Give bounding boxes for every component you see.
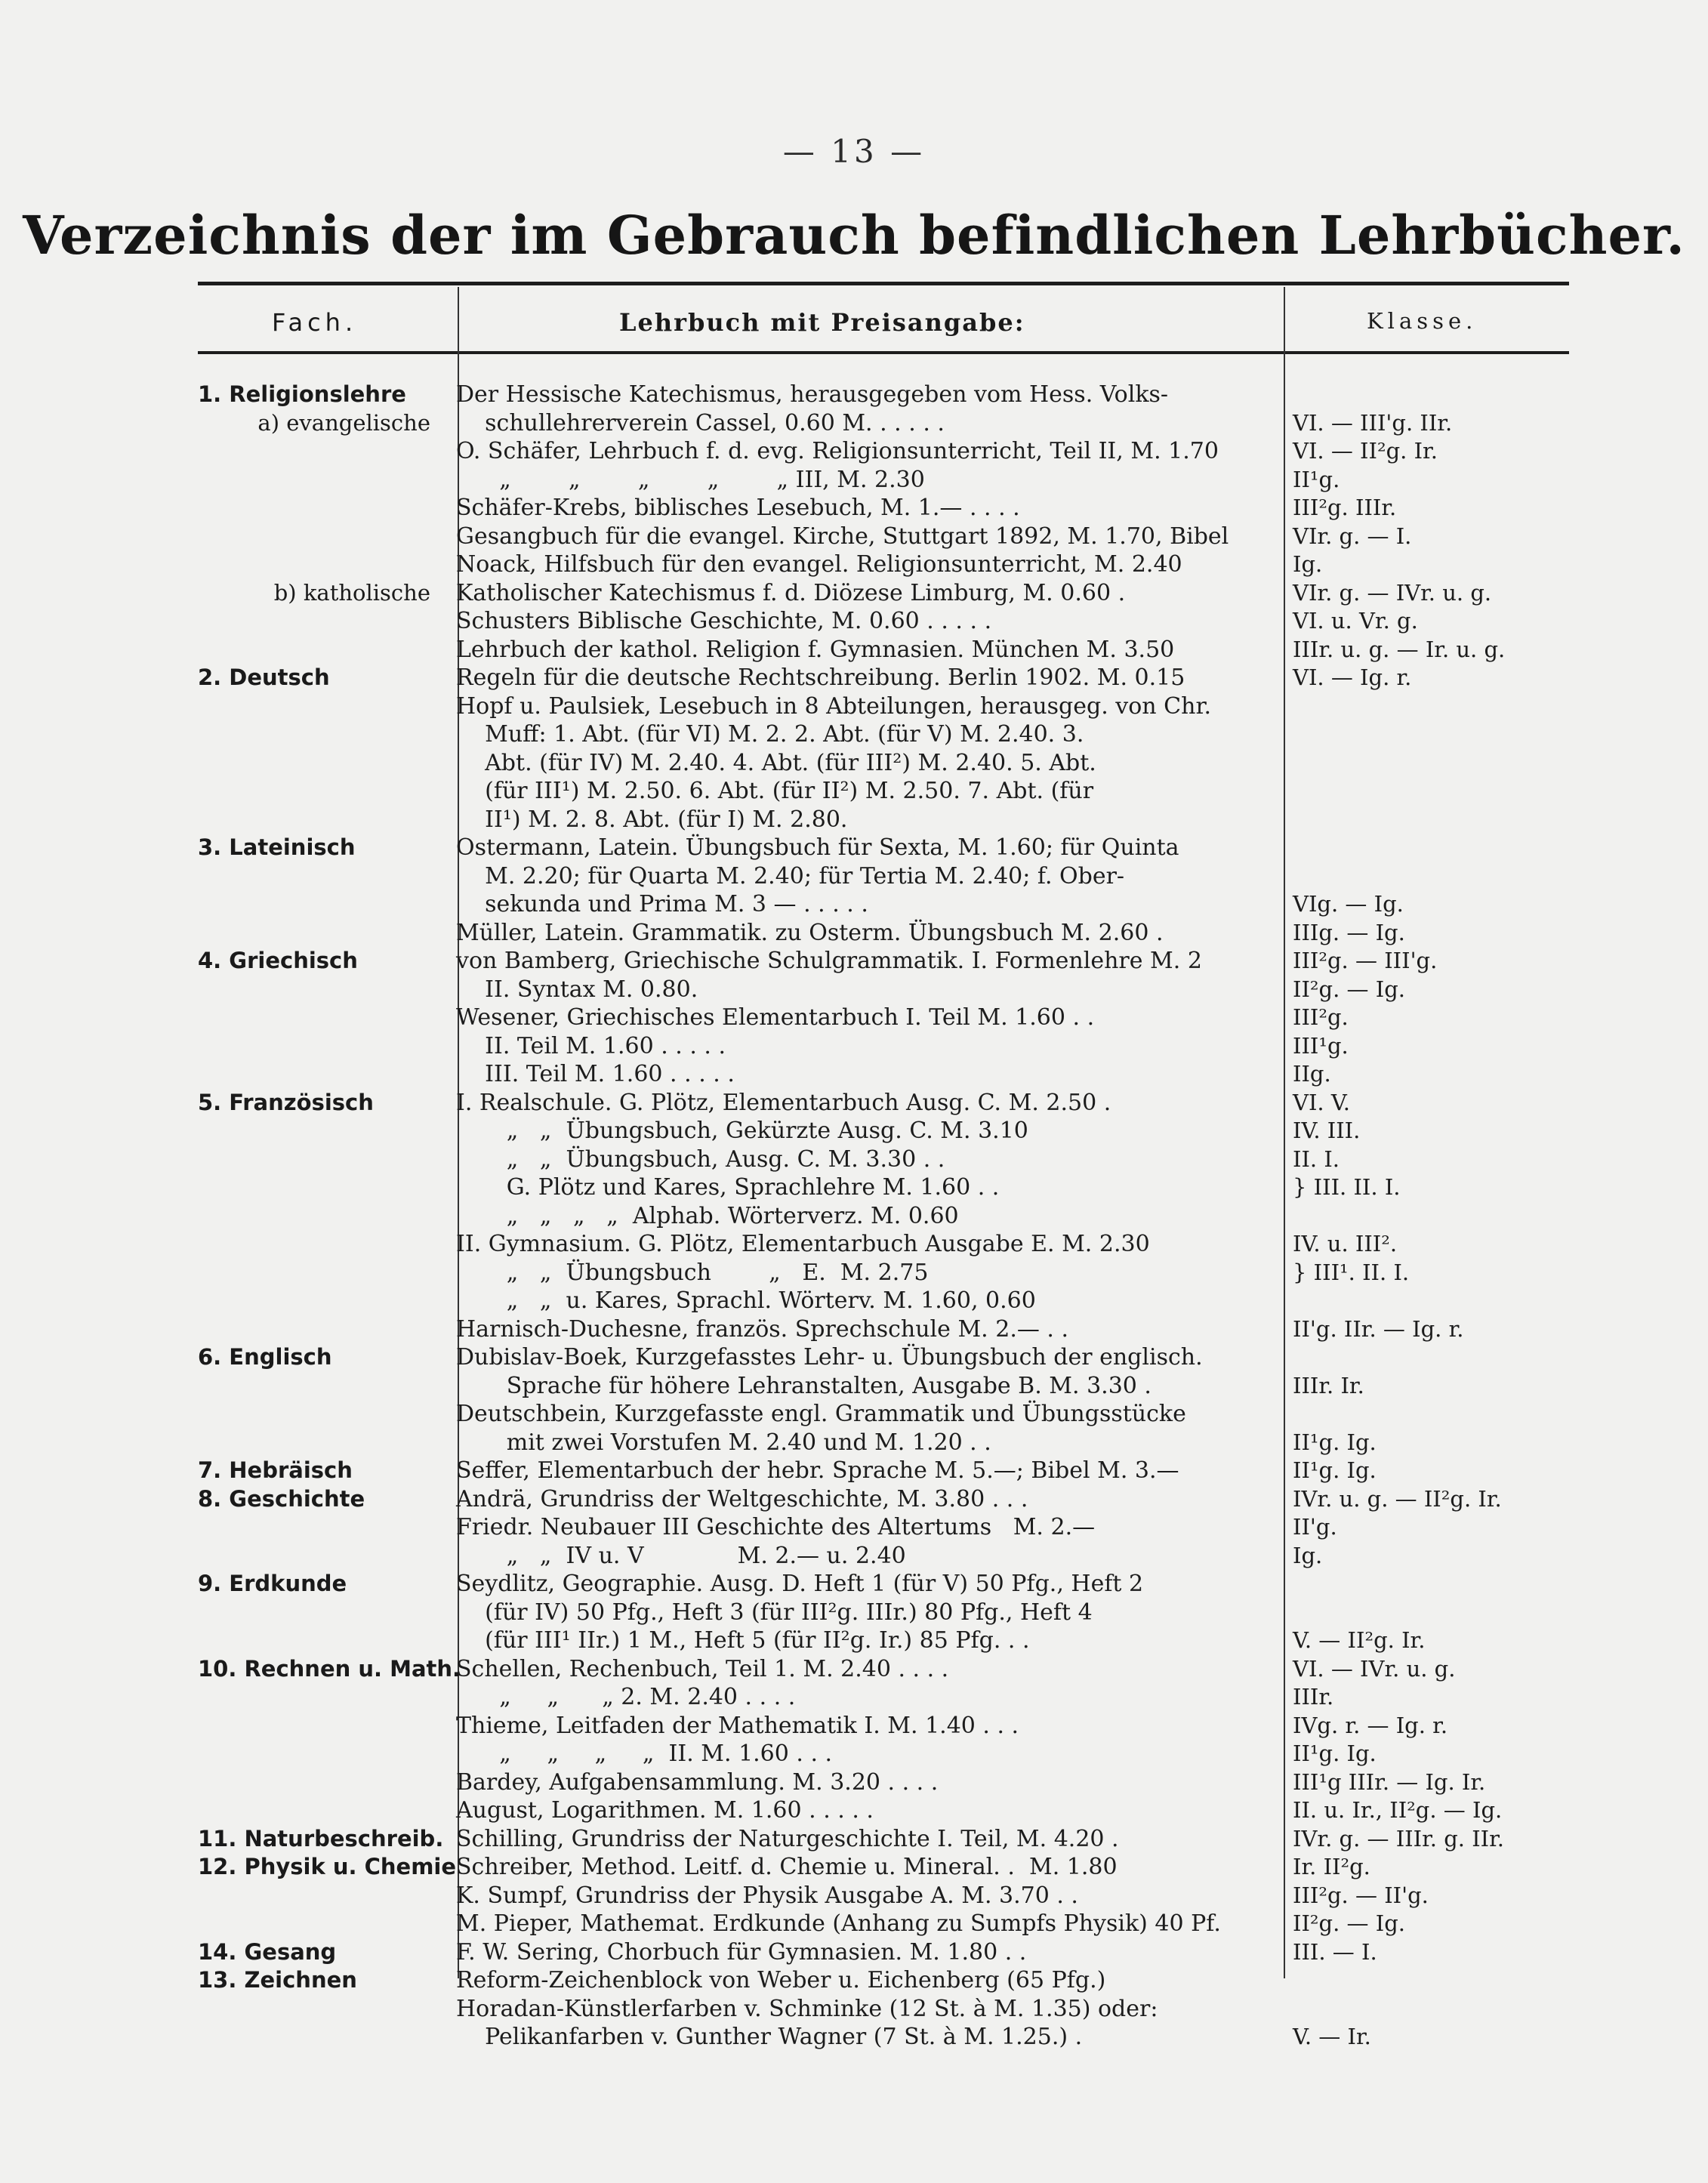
klasse-cell: II²g. — Ig. [1293, 976, 1405, 1002]
klasse-cell: VI. u. Vr. g. [1293, 608, 1418, 634]
textbook-cell: „ „ „ 2. M. 2.40 . . . . [456, 1684, 796, 1710]
textbook-cell: Regeln für die deutsche Rechtschreibung. Berlin 1902. M. 0.15 [456, 664, 1185, 691]
textbook-cell: Dubislav-Boek, Kurzgefasstes Lehr- u. Übungsbuch der englisch. [456, 1344, 1203, 1371]
textbook-cell: Seydlitz, Geographie. Ausg. D. Heft 1 (für V) 50 Pfg., Heft 2 [456, 1571, 1144, 1597]
table-row [0, 1882, 1708, 1910]
klasse-cell: IVr. u. g. — II²g. Ir. [1293, 1486, 1502, 1512]
klasse-cell: III²g. IIIr. [1293, 495, 1397, 520]
subject-cell: b) katholische [273, 580, 430, 606]
table-row [0, 1684, 1708, 1711]
header-bottom-rule [198, 351, 1569, 354]
textbook-cell: Lehrbuch der kathol. Religion f. Gymnasien. München M. 3.50 [456, 637, 1175, 663]
table-row [0, 1004, 1708, 1031]
table-row [0, 693, 1708, 720]
textbook-cell: II. Teil M. 1.60 . . . . . [456, 1033, 726, 1059]
klasse-cell: III²g. — II'g. [1293, 1882, 1429, 1908]
textbook-cell: Bardey, Aufgabensammlung. M. 3.20 . . . . [456, 1769, 939, 1796]
klasse-cell: III¹g IIIr. — Ig. Ir. [1293, 1769, 1486, 1795]
textbook-cell: Horadan-Künstlerfarben v. Schminke (12 St. à M. 1.35) oder: [456, 1996, 1158, 2022]
table-row [0, 1486, 1708, 1513]
klasse-cell: VI. — II²g. Ir. [1293, 438, 1438, 464]
table-row [0, 1741, 1708, 1768]
textbook-cell: Andrä, Grundriss der Weltgeschichte, M. 3.80 . . . [456, 1486, 1028, 1512]
subject-cell: 11. Naturbeschreib. [198, 1826, 444, 1852]
table-row [0, 1033, 1708, 1060]
klasse-cell: II'g. IIr. — Ig. r. [1293, 1316, 1464, 1342]
klasse-cell: Ir. II²g. [1293, 1854, 1370, 1879]
table-row [0, 1174, 1708, 1201]
textbook-cell: II. Syntax M. 0.80. [456, 976, 698, 1003]
table-row [0, 2024, 1708, 2051]
klasse-cell: VI. — Ig. r. [1293, 664, 1412, 690]
table-row [0, 551, 1708, 578]
table-row [0, 863, 1708, 890]
klasse-cell: V. — II²g. Ir. [1293, 1627, 1426, 1653]
klasse-cell: III¹g. [1293, 1033, 1349, 1059]
subject-cell: 14. Gesang [198, 1939, 337, 1965]
klasse-cell: II¹g. Ig. [1293, 1429, 1377, 1455]
textbook-cell: „ „ „ „ II. M. 1.60 . . . [456, 1741, 833, 1767]
textbook-cell: Muff: 1. Abt. (für VI) M. 2. 2. Abt. (für V) M. 2.40. 3. [456, 721, 1084, 748]
table-row [0, 1797, 1708, 1824]
table-row [0, 1203, 1708, 1230]
page-title: Verzeichnis der im Gebrauch befindlichen Lehrbücher. [23, 204, 1685, 267]
textbook-cell: Schreiber, Method. Leitf. d. Chemie u. Mineral. . M. 1.80 [456, 1854, 1118, 1880]
textbook-cell: Thieme, Leitfaden der Mathematik I. M. 1.40 . . . [456, 1713, 1019, 1739]
table-row [0, 410, 1708, 437]
table-row [0, 1231, 1708, 1258]
textbook-cell: G. Plötz und Kares, Sprachlehre M. 1.60 . . [456, 1174, 1000, 1201]
subject-cell: 5. Französisch [198, 1090, 374, 1115]
klasse-cell: III. — I. [1293, 1939, 1377, 1965]
table-row [0, 778, 1708, 805]
subject-cell: 2. Deutsch [198, 664, 330, 690]
klasse-cell: IIg. [1293, 1061, 1331, 1087]
table-row [0, 721, 1708, 748]
textbook-cell: Hopf u. Paulsiek, Lesebuch in 8 Abteilungen, herausgeg. von Chr. [456, 693, 1212, 720]
table-row [0, 1599, 1708, 1626]
table-row [0, 1826, 1708, 1853]
klasse-cell: III²g. [1293, 1004, 1349, 1030]
klasse-cell: VIg. — Ig. [1293, 891, 1404, 917]
table-row [0, 806, 1708, 834]
page-number: — 13 — [782, 133, 926, 170]
textbook-cell: F. W. Sering, Chorbuch für Gymnasien. M. 1.80 . . [456, 1939, 1027, 1966]
textbook-cell: Schellen, Rechenbuch, Teil 1. M. 2.40 . . . . [456, 1656, 949, 1682]
textbook-cell: Gesangbuch für die evangel. Kirche, Stuttgart 1892, M. 1.70, Bibel [456, 523, 1229, 550]
textbook-cell: Müller, Latein. Grammatik. zu Osterm. Übungsbuch M. 2.60 . [456, 920, 1164, 946]
table-row [0, 608, 1708, 635]
klasse-cell: IV. u. III². [1293, 1231, 1398, 1256]
textbook-cell: „ „ u. Kares, Sprachl. Wörterv. M. 1.60, 0.60 [456, 1287, 1036, 1314]
textbook-cell: August, Logarithmen. M. 1.60 . . . . . [456, 1797, 874, 1824]
table-row [0, 1713, 1708, 1740]
textbook-cell: sekunda und Prima M. 3 — . . . . . [456, 891, 868, 917]
textbook-cell: Schusters Biblische Geschichte, M. 0.60 . . . . . [456, 608, 992, 634]
klasse-cell: IIIg. — Ig. [1293, 920, 1405, 945]
table-row [0, 1401, 1708, 1428]
klasse-cell: Ig. [1293, 551, 1323, 577]
column-header-fach: Fach. [272, 308, 358, 337]
table-row [0, 1373, 1708, 1400]
klasse-cell: III²g. — III'g. [1293, 948, 1438, 973]
klasse-cell: IIIr. u. g. — Ir. u. g. [1293, 637, 1506, 662]
table-row [0, 664, 1708, 692]
subject-cell: 7. Hebräisch [198, 1457, 353, 1483]
table-row [0, 1090, 1708, 1117]
table-row [0, 523, 1708, 550]
textbook-cell: Deutschbein, Kurzgefasste engl. Grammatik und Übungsstücke [456, 1401, 1186, 1427]
subject-cell: 3. Lateinisch [198, 834, 356, 860]
textbook-cell: Wesener, Griechisches Elementarbuch I. Teil M. 1.60 . . [456, 1004, 1095, 1031]
table-row [0, 1146, 1708, 1173]
table-row [0, 1910, 1708, 1938]
table-row [0, 891, 1708, 918]
table-row [0, 1769, 1708, 1796]
textbook-cell: Abt. (für IV) M. 2.40. 4. Abt. (für III²) M. 2.40. 5. Abt. [456, 750, 1096, 776]
textbook-cell: M. Pieper, Mathemat. Erdkunde (Anhang zu Sumpfs Physik) 40 Pf. [456, 1910, 1221, 1937]
klasse-cell: Ig. [1293, 1543, 1323, 1568]
textbook-cell: „ „ Übungsbuch „ E. M. 2.75 [456, 1260, 929, 1286]
subject-cell: 10. Rechnen u. Math. [198, 1656, 461, 1682]
textbook-cell: Ostermann, Latein. Übungsbuch für Sexta, M. 1.60; für Quinta [456, 834, 1179, 861]
klasse-cell: IIIr. [1293, 1684, 1334, 1710]
subject-cell: 6. Englisch [198, 1344, 332, 1370]
table-row [0, 438, 1708, 465]
klasse-cell: VIr. g. — IVr. u. g. [1293, 580, 1492, 606]
textbook-cell: O. Schäfer, Lehrbuch f. d. evg. Religionsunterricht, Teil II, M. 1.70 [456, 438, 1219, 464]
textbook-cell: II¹) M. 2. 8. Abt. (für I) M. 2.80. [456, 806, 848, 833]
textbook-cell: „ „ Übungsbuch, Gekürzte Ausg. C. M. 3.10 [456, 1118, 1028, 1144]
klasse-cell: II'g. [1293, 1514, 1337, 1540]
textbook-cell: Harnisch-Duchesne, französ. Sprechschule M. 2.— . . [456, 1316, 1068, 1343]
subject-cell: 12. Physik u. Chemie [198, 1854, 457, 1879]
klasse-cell: II¹g. [1293, 467, 1340, 492]
klasse-cell: II²g. — Ig. [1293, 1910, 1405, 1936]
klasse-cell: II¹g. Ig. [1293, 1457, 1377, 1483]
subject-cell: 1. Religionslehre [198, 381, 406, 407]
table-row [0, 1939, 1708, 1966]
table-row [0, 467, 1708, 494]
table-row [0, 1260, 1708, 1287]
table-row [0, 1967, 1708, 1994]
textbook-cell: K. Sumpf, Grundriss der Physik Ausgabe A. M. 3.70 . . [456, 1882, 1078, 1909]
textbook-cell: „ „ „ „ „ III, M. 2.30 [456, 467, 925, 493]
subject-cell: 8. Geschichte [198, 1486, 365, 1512]
subject-cell: 9. Erdkunde [198, 1571, 347, 1596]
table-row [0, 1429, 1708, 1457]
textbook-cell: von Bamberg, Griechische Schulgrammatik. I. Formenlehre M. 2 [456, 948, 1202, 974]
textbook-cell: „ „ „ „ Alphab. Wörterverz. M. 0.60 [456, 1203, 959, 1229]
textbook-cell: Seffer, Elementarbuch der hebr. Sprache M. 5.—; Bibel M. 3.— [456, 1457, 1179, 1484]
klasse-cell: IIIr. Ir. [1293, 1373, 1364, 1398]
table-row [0, 381, 1708, 409]
column-header-klasse: Klasse. [1367, 308, 1478, 334]
table-row [0, 1457, 1708, 1485]
table-row [0, 1118, 1708, 1145]
klasse-cell: V. — Ir. [1293, 2024, 1371, 2049]
textbook-cell: (für III¹ IIr.) 1 M., Heft 5 (für II²g. Ir.) 85 Pfg. . . [456, 1627, 1030, 1654]
klasse-cell: II. u. Ir., II²g. — Ig. [1293, 1797, 1503, 1823]
subject-cell: 13. Zeichnen [198, 1967, 357, 1993]
klasse-cell: II. I. [1293, 1146, 1340, 1172]
textbook-cell: I. Realschule. G. Plötz, Elementarbuch Ausg. C. M. 2.50 . [456, 1090, 1111, 1116]
table-row [0, 1287, 1708, 1315]
textbook-cell: Schilling, Grundriss der Naturgeschichte I. Teil, M. 4.20 . [456, 1826, 1119, 1852]
klasse-cell: VIr. g. — I. [1293, 523, 1412, 549]
textbook-cell: Sprache für höhere Lehranstalten, Ausgabe B. M. 3.30 . [456, 1373, 1152, 1399]
table-row [0, 637, 1708, 664]
table-row [0, 1344, 1708, 1371]
table-row [0, 1514, 1708, 1541]
klasse-cell: } III¹. II. I. [1293, 1260, 1410, 1285]
textbook-cell: III. Teil M. 1.60 . . . . . [456, 1061, 735, 1087]
textbook-cell: „ „ IV u. V M. 2.— u. 2.40 [456, 1543, 906, 1569]
textbook-cell: Friedr. Neubauer III Geschichte des Altertums M. 2.— [456, 1514, 1096, 1540]
klasse-cell: VI. — III'g. IIr. [1293, 410, 1453, 436]
klasse-cell: } III. II. I. [1293, 1174, 1401, 1200]
klasse-cell: IV. III. [1293, 1118, 1361, 1143]
table-row [0, 1061, 1708, 1088]
header-top-rule [198, 282, 1569, 285]
klasse-cell: VI. — IVr. u. g. [1293, 1656, 1456, 1682]
klasse-cell: IVg. r. — Ig. r. [1293, 1713, 1448, 1738]
table-row [0, 1571, 1708, 1598]
table-row [0, 1996, 1708, 2023]
klasse-cell: IVr. g. — IIIr. g. IIr. [1293, 1826, 1505, 1852]
table-row [0, 1543, 1708, 1570]
textbook-cell: Schäfer-Krebs, biblisches Lesebuch, M. 1.— . . . . [456, 495, 1020, 521]
subject-cell: a) evangelische [257, 410, 430, 436]
table-row [0, 834, 1708, 862]
textbook-cell: M. 2.20; für Quarta M. 2.40; für Tertia M. 2.40; f. Ober- [456, 863, 1125, 890]
table-row [0, 750, 1708, 777]
subject-cell: 4. Griechisch [198, 948, 358, 973]
textbook-cell: Pelikanfarben v. Gunther Wagner (7 St. à M. 1.25.) . [456, 2024, 1083, 2050]
textbook-cell: „ „ Übungsbuch, Ausg. C. M. 3.30 . . [456, 1146, 945, 1173]
table-row [0, 948, 1708, 975]
table-row [0, 1854, 1708, 1881]
textbook-cell: II. Gymnasium. G. Plötz, Elementarbuch Ausgabe E. M. 2.30 [456, 1231, 1150, 1257]
table-row [0, 580, 1708, 607]
textbook-cell: (für III¹) M. 2.50. 6. Abt. (für II²) M. 2.50. 7. Abt. (für [456, 778, 1094, 804]
table-row [0, 495, 1708, 522]
textbook-cell: mit zwei Vorstufen M. 2.40 und M. 1.20 . . [456, 1429, 991, 1456]
textbook-cell: Der Hessische Katechismus, herausgegeben vom Hess. Volks- [456, 381, 1169, 408]
table-row [0, 976, 1708, 1004]
table-row [0, 1627, 1708, 1654]
textbook-cell: Noack, Hilfsbuch für den evangel. Religionsunterricht, M. 2.40 [456, 551, 1182, 578]
klasse-cell: II¹g. Ig. [1293, 1741, 1377, 1766]
textbook-cell: Katholischer Katechismus f. d. Diözese Limburg, M. 0.60 . [456, 580, 1126, 606]
textbook-cell: schullehrerverein Cassel, 0.60 M. . . . . . [456, 410, 945, 436]
column-header-lehrbuch: Lehrbuch mit Preisangabe: [619, 308, 1025, 337]
textbook-cell: Reform-Zeichenblock von Weber u. Eichenberg (65 Pfg.) [456, 1967, 1106, 1993]
textbook-cell: (für IV) 50 Pfg., Heft 3 (für III²g. IIIr.) 80 Pfg., Heft 4 [456, 1599, 1093, 1626]
table-row [0, 1656, 1708, 1683]
table-row [0, 920, 1708, 947]
klasse-cell: VI. V. [1293, 1090, 1350, 1115]
table-row [0, 1316, 1708, 1343]
